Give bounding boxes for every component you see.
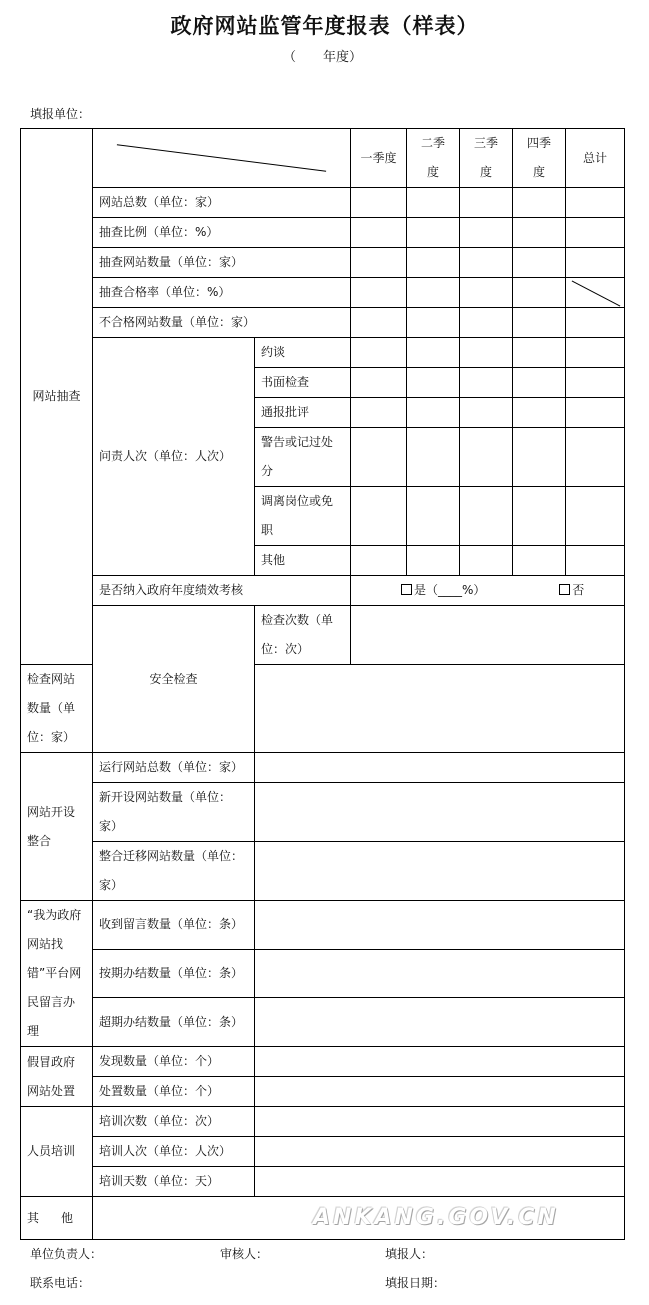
input-cell[interactable] [460,248,513,278]
input-cell[interactable] [351,368,407,398]
input-cell[interactable] [351,428,407,487]
section-fake-sites: 假冒政府网站处置 [21,1047,93,1107]
input-cell[interactable] [407,546,460,576]
table-row [21,901,625,950]
input-cell[interactable] [513,398,566,428]
accountability-label: 问责人次（单位：人次） [93,338,255,576]
table-row [21,576,625,606]
section-security: 安全检查 [93,606,255,753]
input-cell[interactable] [255,1047,625,1077]
footer-reviewer: 审核人： [220,1247,269,1261]
header-diagonal-cell [93,129,351,188]
input-cell[interactable] [255,998,625,1047]
no-option[interactable] [559,583,584,597]
input-cell[interactable] [460,278,513,308]
input-cell[interactable] [407,248,460,278]
input-cell[interactable] [566,487,625,546]
year-open-paren: （ [283,50,297,65]
row-label: 按期办结数量（单位：条） [93,949,255,998]
header-row [21,129,625,188]
input-cell[interactable] [566,428,625,487]
table-row [21,842,625,901]
input-cell[interactable] [407,188,460,218]
section-training: 人员培训 [21,1107,93,1197]
input-cell[interactable] [566,368,625,398]
input-cell[interactable] [513,368,566,398]
row-label: 不合格网站数量（单位：家） [93,308,351,338]
col-q1: 一季度 [351,129,407,188]
no-label: 否 [572,583,585,597]
input-cell[interactable] [351,308,407,338]
table-row [21,949,625,998]
input-cell[interactable] [513,308,566,338]
input-cell[interactable] [566,218,625,248]
input-cell[interactable] [351,218,407,248]
year-label: 年度） [323,50,363,65]
diagonal-line [93,129,350,187]
table-row [21,606,625,665]
report-year [283,46,363,65]
yes-label: 是（____%） [414,583,486,597]
row-label: 发现数量（单位：个） [93,1047,255,1077]
input-cell[interactable] [351,546,407,576]
input-cell[interactable] [566,398,625,428]
row-label: 书面检查 [255,368,351,398]
performance-label: 是否纳入政府年度绩效考核 [93,576,351,606]
table-row [21,218,625,248]
input-cell[interactable] [513,188,566,218]
row-label: 约谈 [255,338,351,368]
input-cell[interactable] [566,338,625,368]
input-cell[interactable] [513,487,566,546]
input-cell[interactable] [255,1167,625,1197]
input-cell[interactable] [351,248,407,278]
row-label: 检查网站数量（单位：家） [21,665,93,753]
input-cell[interactable] [351,338,407,368]
input-cell[interactable] [460,487,513,546]
row-label: 处置数量（单位：个） [93,1077,255,1107]
table-row [21,1167,625,1197]
report-title: 政府网站监管年度报表（样表） [170,13,479,38]
row-label: 培训次数（单位：次） [93,1107,255,1137]
input-cell[interactable] [407,487,460,546]
input-cell[interactable] [566,308,625,338]
row-label: 运行网站总数（单位：家） [93,753,255,783]
table-row [21,1047,625,1077]
row-label: 网站总数（单位：家） [93,188,351,218]
section-message: “我为政府网站找错”平台网民留言办理 [21,901,93,1047]
row-label: 抽查合格率（单位：%） [93,278,351,308]
table-row [21,1077,625,1107]
input-cell[interactable] [460,338,513,368]
table-row [21,753,625,783]
row-label: 整合迁移网站数量（单位：家） [93,842,255,901]
input-cell[interactable] [513,428,566,487]
input-cell[interactable] [407,368,460,398]
input-cell[interactable] [566,546,625,576]
input-cell[interactable] [566,188,625,218]
table-row [21,248,625,278]
table-row [21,998,625,1047]
input-cell[interactable] [255,665,625,753]
input-cell[interactable] [351,606,625,665]
section-integration: 网站开设整合 [21,753,93,901]
row-label: 其他 [255,546,351,576]
checkbox-icon[interactable] [401,584,412,595]
checkbox-icon[interactable] [559,584,570,595]
row-label: 警告或记过处分 [255,428,351,487]
input-cell[interactable] [460,398,513,428]
input-cell[interactable] [351,487,407,546]
section-other: 其 他 [21,1197,93,1240]
input-cell[interactable] [407,218,460,248]
fill-unit-label: 填报单位： [30,107,91,121]
input-cell[interactable] [460,188,513,218]
table-row [21,338,625,368]
input-cell[interactable] [351,398,407,428]
input-cell[interactable] [513,338,566,368]
table-row [21,188,625,218]
input-cell[interactable] [255,901,625,950]
input-cell[interactable] [351,278,407,308]
row-label: 通报批评 [255,398,351,428]
row-label: 新开设网站数量（单位：家） [93,783,255,842]
input-cell[interactable] [407,428,460,487]
row-label: 调离岗位或免职 [255,487,351,546]
input-cell[interactable] [407,278,460,308]
input-cell[interactable] [255,949,625,998]
row-label: 收到留言数量（单位：条） [93,901,255,950]
input-cell[interactable] [460,308,513,338]
input-cell[interactable] [255,842,625,901]
input-cell[interactable] [255,1137,625,1167]
section-spot-check: 网站抽查 [21,129,93,665]
input-cell[interactable] [255,1077,625,1107]
input-cell[interactable] [255,783,625,842]
input-cell[interactable] [255,1107,625,1137]
report-table [20,128,625,1240]
footer-phone: 联系电话： [30,1276,91,1290]
footer-date: 填报日期： [385,1276,446,1290]
footer-head: 单位负责人： [30,1247,103,1261]
input-cell[interactable] [407,338,460,368]
row-label: 超期办结数量（单位：条） [93,998,255,1047]
performance-options [351,576,625,606]
row-label: 培训人次（单位：人次） [93,1137,255,1167]
input-cell[interactable] [407,308,460,338]
input-cell[interactable] [566,248,625,278]
input-cell[interactable] [460,368,513,398]
row-label: 培训天数（单位：天） [93,1167,255,1197]
input-cell[interactable] [513,218,566,248]
total-not-applicable-cell [566,278,625,308]
col-total: 总计 [566,129,625,188]
table-row [21,783,625,842]
footer-filler: 填报人： [385,1247,434,1261]
input-cell[interactable] [513,278,566,308]
table-row [21,278,625,308]
col-q3: 三季 度 [460,129,513,188]
input-cell[interactable] [460,546,513,576]
table-row [21,1137,625,1167]
yes-option[interactable] [401,583,485,597]
input-cell[interactable] [513,248,566,278]
input-cell[interactable] [351,188,407,218]
input-cell[interactable] [407,398,460,428]
diagonal-line [566,278,624,307]
input-cell[interactable] [513,546,566,576]
table-row [21,1107,625,1137]
watermark-logo: ANKANG.GOV.CN [313,1205,559,1230]
row-label: 抽查比例（单位：%） [93,218,351,248]
row-label: 检查次数（单位：次） [255,606,351,665]
input-cell[interactable] [460,218,513,248]
table-row [21,308,625,338]
input-cell[interactable] [460,428,513,487]
row-label: 抽查网站数量（单位：家） [93,248,351,278]
input-cell[interactable] [255,753,625,783]
col-q2: 二季 度 [407,129,460,188]
col-q4: 四季 度 [513,129,566,188]
